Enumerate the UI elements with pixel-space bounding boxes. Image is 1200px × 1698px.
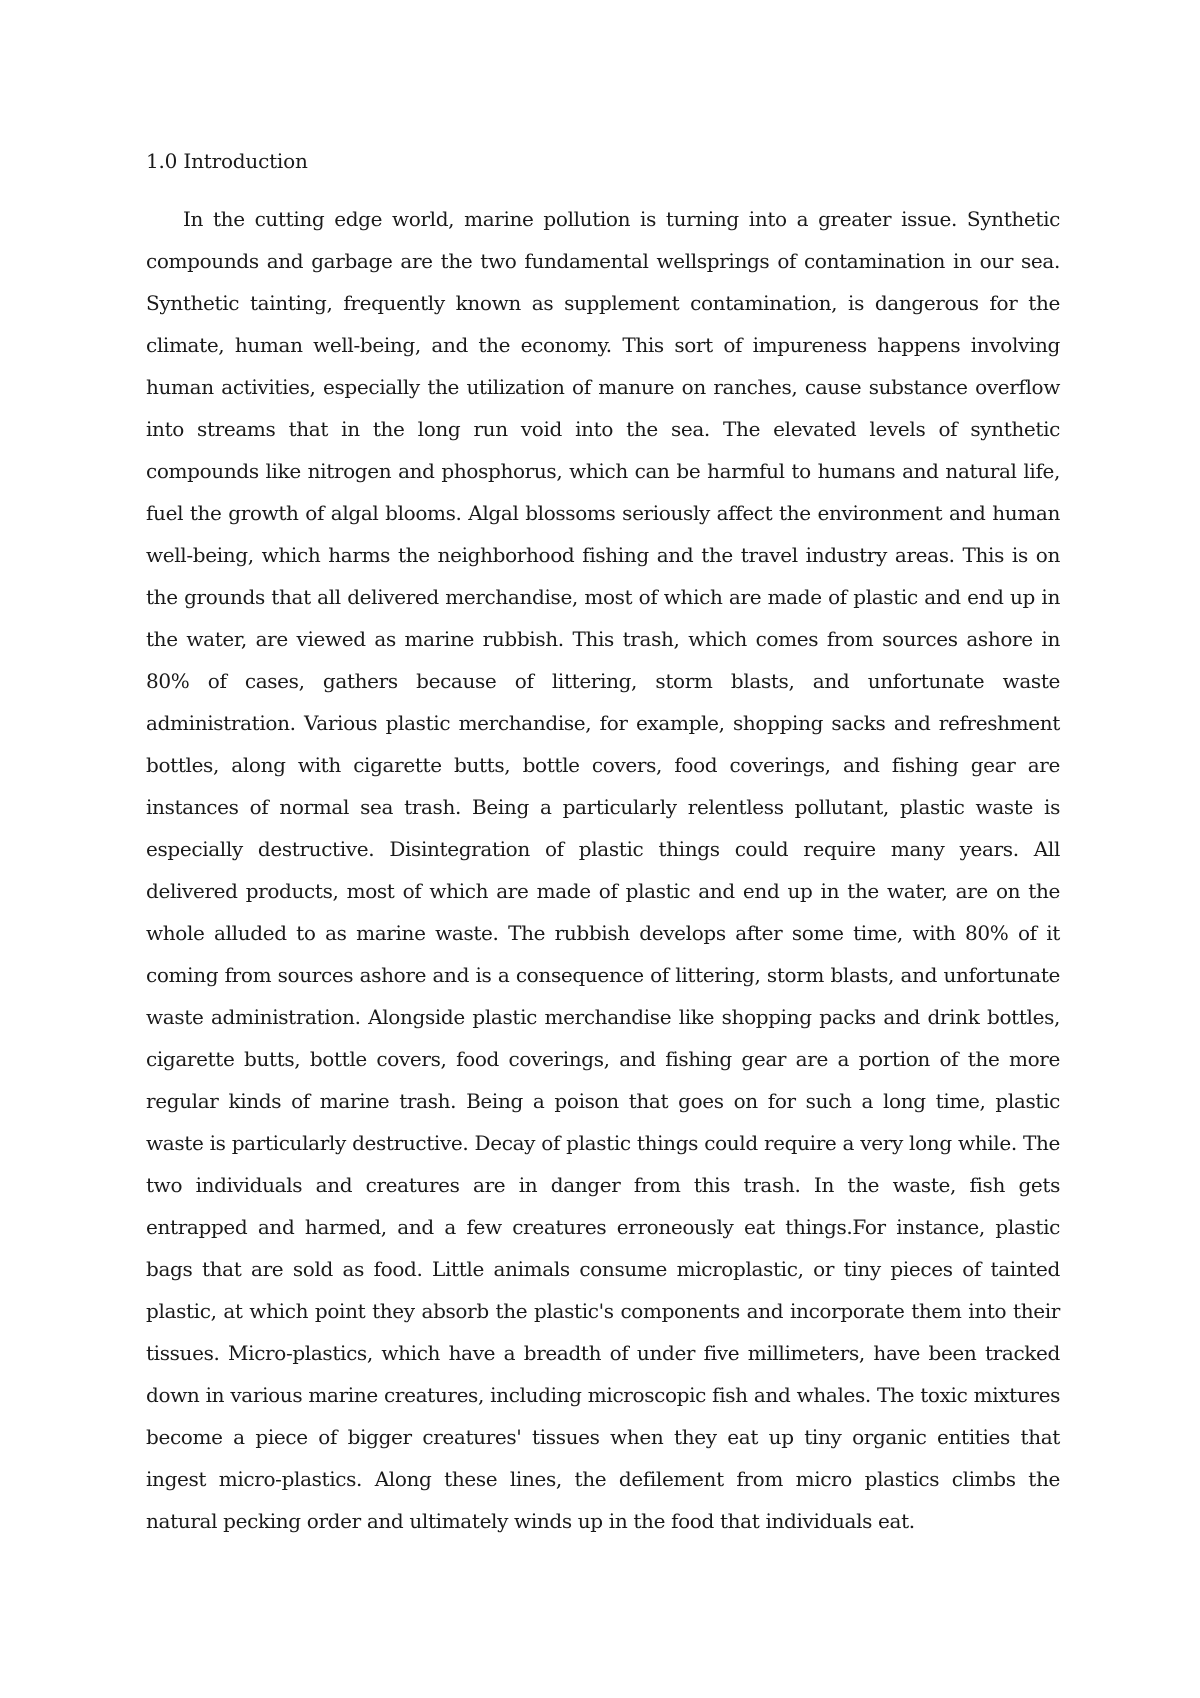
document-body bbox=[146, 140, 1060, 1542]
section-heading: 1.0 Introduction bbox=[146, 149, 308, 173]
body-paragraph: In the cutting edge world, marine pollution is turning into a greater issue. Synthetic compounds and garbage are the two fundamental wellsprings of contamination in our sea. Synthetic tainting, frequently known as supplement contamination, is dangerous for the climate, human well-being, and the economy. This sort of impureness happens involving human activities, especially the utilization of manure on ranches, cause substance overflow into streams that in the long run void into the sea. The elevated levels of synthetic compounds like nitrogen and phosphorus, which can be harmful to humans and natural life, fuel the growth of algal blooms. Algal blossoms seriously affect the environment and human well-being, which harms the neighborhood fishing and the travel industry areas. This is on the grounds that all delivered merchandise, most of which are made of plastic and end up in the water, are viewed as marine rubbish. This trash, which comes from sources ashore in 80% of cases, gathers because of littering, storm blasts, and unfortunate waste administration. Various plastic merchandise, for example, shopping sacks and refreshment bottles, along with cigarette butts, bottle covers, food coverings, and fishing gear are instances of normal sea trash. Being a particularly relentless pollutant, plastic waste is especially destructive. Disintegration of plastic things could require many years. All delivered products, most of which are made of plastic and end up in the water, are on the whole alluded to as marine waste. The rubbish develops after some time, with 80% of it coming from sources ashore and is a consequence of littering, storm blasts, and unfortunate waste administration. Alongside plastic merchandise like shopping packs and drink bottles, cigarette butts, bottle covers, food coverings, and fishing gear are a portion of the more regular kinds of marine trash. Being a poison that goes on for such a long time, plastic waste is particularly destructive. Decay of plastic things could require a very long while. The two individuals and creatures are in danger from this trash. In the waste, fish gets entrapped and harmed, and a few creatures erroneously eat things.For instance, plastic bags that are sold as food. Little animals consume microplastic, or tiny pieces of tainted plastic, at which point they absorb the plastic's components and incorporate them into their tissues. Micro-plastics, which have a breadth of under five millimeters, have been tracked down in various marine creatures, including microscopic fish and whales. The toxic mixtures become a piece of bigger creatures' tissues when they eat up tiny organic entities that ingest micro-plastics. Along these lines, the defilement from micro plastics climbs the natural pecking order and ultimately winds up in the food that individuals eat. bbox=[146, 207, 1060, 1533]
